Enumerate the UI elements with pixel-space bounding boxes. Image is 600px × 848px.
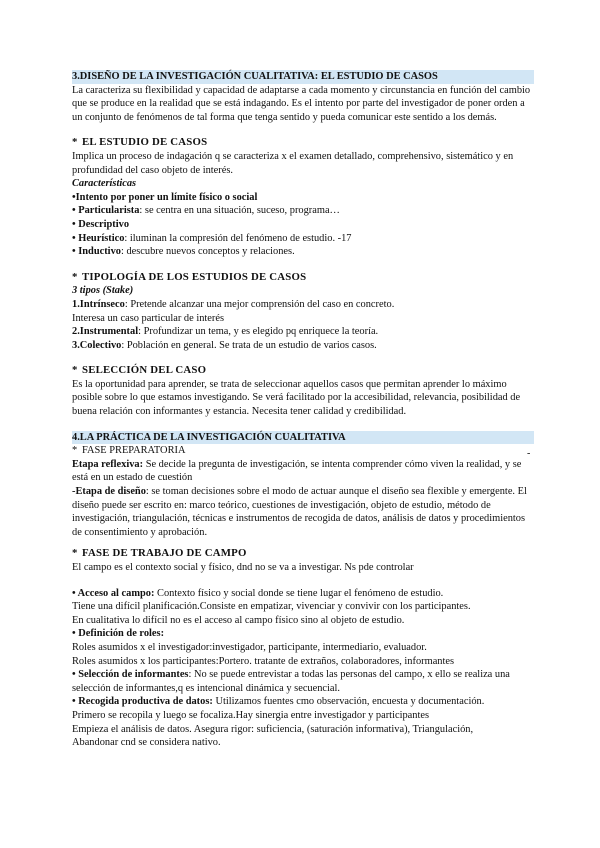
acceso-campo-line: Tiene una difícil planificación.Consiste en empatizar, vivenciar y convivir con los participantes. [72,601,471,613]
seleccion-heading: * SELECCIÓN DEL CASO [72,364,207,377]
definicion-roles: • Definición de roles: [72,628,165,640]
star-icon: * [72,136,78,149]
list-item: 3.Colectivo: Población en general. Se trata de un estudio de varios casos. [72,339,377,351]
list-item: 1.Intrínseco: Pretende alcanzar una mejor comprensión del caso en concreto. [72,298,395,310]
section-3-intro: La caracteriza su flexibilidad y capacidad de adaptarse a cada momento y circunstancia en función del cambio que se produce en la realidad que se está indagando. Es el intento por parte del investigador de poner orden a un conjunto de fenómenos de tal forma que tenga sentido y pueda comunicar este sentido a los demás. [72,84,531,123]
list-item: • Inductivo: descubre nuevos conceptos y relaciones. [72,246,295,258]
star-icon: * [72,364,78,377]
fase-preparatoria-heading: * FASE PREPARATORIA [72,445,186,457]
fase-campo-heading: * FASE DE TRABAJO DE CAMPO [72,547,247,560]
definicion-roles-line: Roles asumidos x el investigador:investigador, participante, intermediario, evaluador. [72,641,427,653]
section-3-heading: 3.DISEÑO DE LA INVESTIGACIÓN CUALITATIVA: EL ESTUDIO DE CASOS [72,70,534,84]
etapa-reflexiva: Etapa reflexiva: Se decide la pregunta de investigación, se intenta comprender cómo viven la realidad, y se está en un estado de cuestión [72,458,522,484]
recogida-datos: • Recogida productiva de datos: Utilizamos fuentes cmo observación, encuesta y documentación. [72,696,485,708]
etapa-diseno: -Etapa de diseño: se toman decisiones sobre el modo de actuar aunque el diseño sea flexible y emergente. El diseño puede ser escrito en: marco teórico, cuestiones de investigación, objeto de estudio, método de investigación, triangulación, técnicas e instrumentos de recogida de datos, análisis de datos y procedimientos de consentimiento y aprobación. [72,486,527,538]
list-item: 2.Instrumental: Profundizar un tema, y es elegido pq enriquece la teoría. [72,326,379,338]
list-item: • Descriptivo [72,218,130,230]
recogida-datos-line: Abandonar cnd se considera nativo. [72,737,221,749]
campo-text: El campo es el contexto social y físico, dnd no se va a investigar. Ns pde controlar [72,562,414,573]
list-item: • Heurístico: iluminan la compresión del fenómeno de estudio. -17 [72,232,352,244]
star-icon: * [72,445,78,457]
estudio-heading: * EL ESTUDIO DE CASOS [72,136,208,149]
seleccion-informantes: • Selección de informantes: No se puede entrevistar a todas las personas del campo, x ello se realiza una selección de informantes,q es intencional dinámica y secuencial. [72,669,510,694]
margin-dash: - [527,448,531,459]
acceso-campo-line: En cualitativa lo difícil no es el acceso al campo físico sino al objeto de estudio. [72,614,405,626]
tipologia-heading: * TIPOLOGÍA DE LOS ESTUDIOS DE CASOS [72,270,307,283]
star-icon: * [72,547,78,560]
tipologia-subtitle: 3 tipos (Stake) [72,285,134,297]
definicion-roles-line: Roles asumidos x los participantes:Portero. tratante de extraños, colaboradores, informantes [72,655,455,667]
document-content [72,70,534,750]
caracteristicas-label: Características [72,178,137,190]
list-item: Interesa un caso particular de interés [72,312,225,324]
star-icon: * [72,270,78,283]
seleccion-text: Es la oportunidad para aprender, se trata de seleccionar aquellos casos que permitan aprender lo máximo posible sobre lo que estamos investigando. Se verá facilitado por la accesibilidad, relevancia, posibilidad de buena relación con informantes y estancia. Necesita tener calidad y credibilidad. [72,378,521,418]
section-4-heading: 4.LA PRÁCTICA DE LA INVESTIGACIÓN CUALITATIVA [72,431,534,445]
acceso-campo: • Acceso al campo: Contexto físico y social donde se tiene lugar el fenómeno de estudio. [72,587,444,599]
recogida-datos-line: Primero se recopila y luego se focaliza.Hay sinergia entre investigador y participantes [72,709,430,721]
list-item: •Intento por poner un límite físico o social [72,191,258,203]
recogida-datos-line: Empieza el análisis de datos. Asegura rigor: suficiencia, (saturación informativa), Triangulación, [72,723,474,735]
list-item: • Particularista: se centra en una situación, suceso, programa… [72,205,340,217]
estudio-text: Implica un proceso de indagación q se caracteriza x el examen detallado, comprehensivo, sistemático y en profundidad del caso objeto de interés. [72,150,514,176]
